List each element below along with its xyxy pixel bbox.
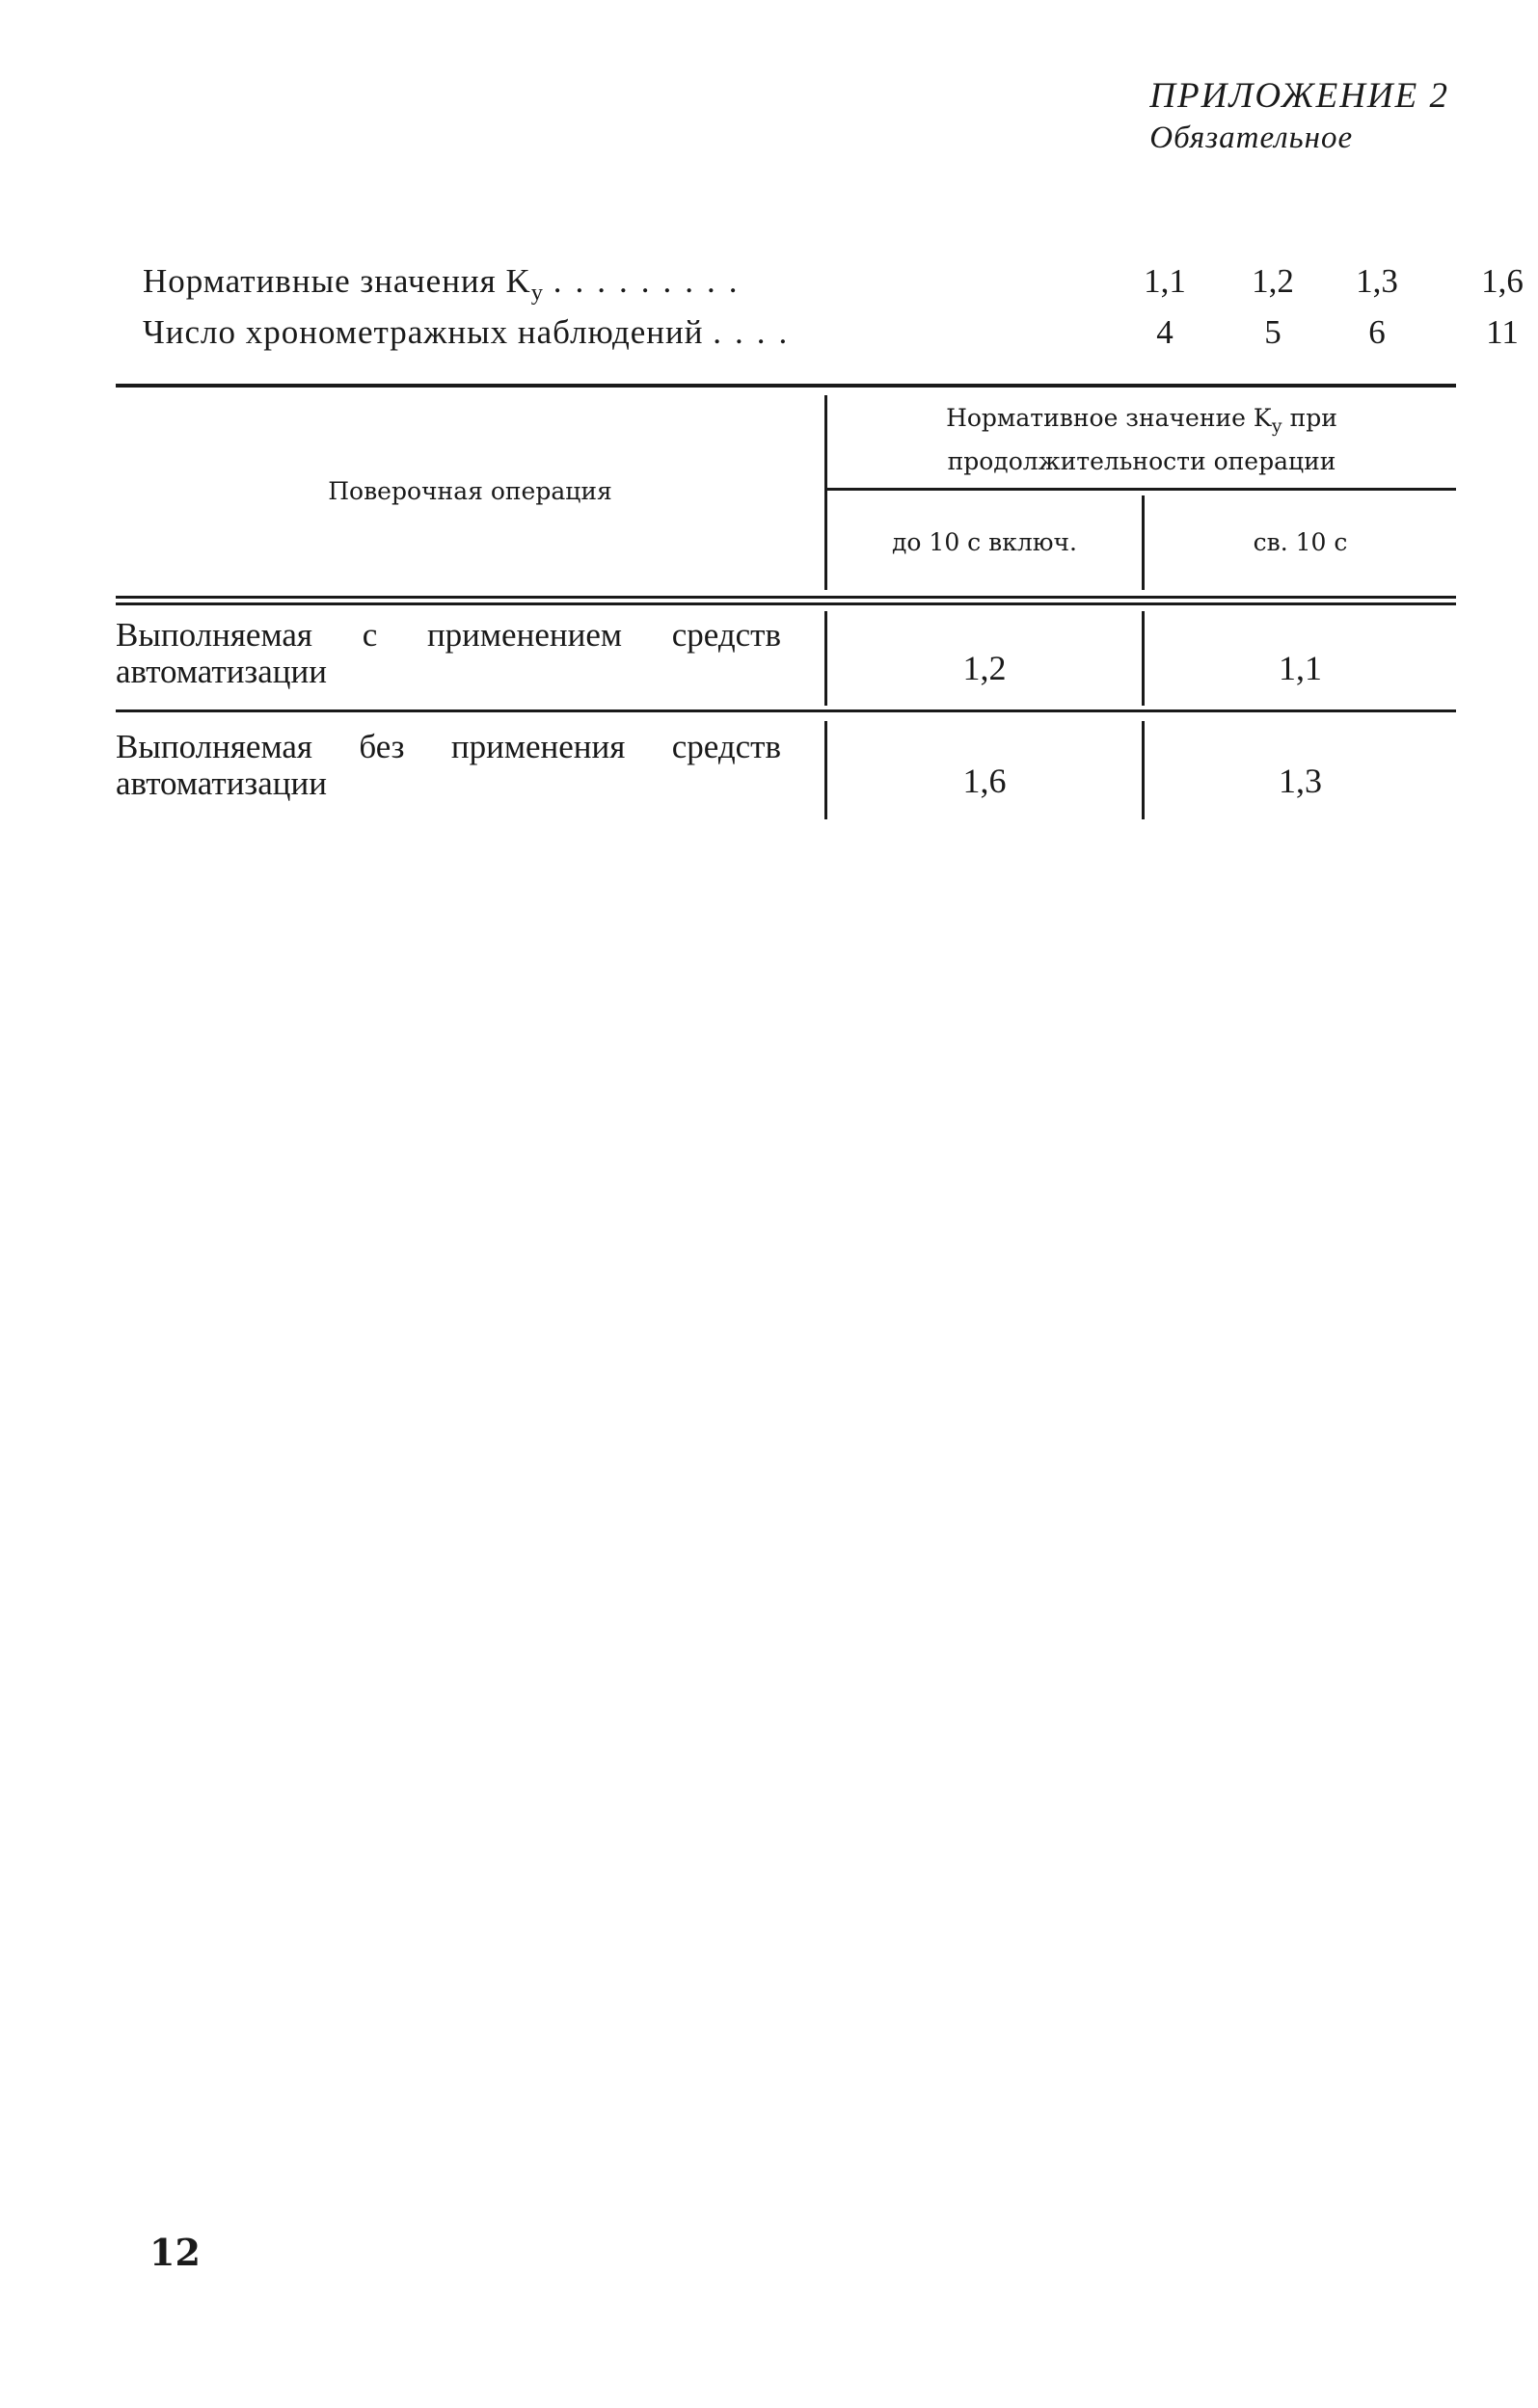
subheader-rule xyxy=(824,488,1456,491)
header-bottom-rule xyxy=(116,602,1456,605)
ky-value: 1,2 xyxy=(1252,262,1294,300)
observations-row xyxy=(143,313,1519,364)
header-operation: Поверочная операция xyxy=(328,477,612,505)
appendix-status: Обязательное xyxy=(1149,120,1354,155)
page-number: 12 xyxy=(149,2231,201,2274)
operation-name: Выполняемая с применением средств автоматизации xyxy=(116,616,781,690)
appendix-heading xyxy=(1149,75,1449,156)
normative-summary xyxy=(143,262,1524,364)
value-over-10s: 1,1 xyxy=(1279,649,1322,687)
ky-value: 1,3 xyxy=(1356,262,1398,300)
value-over-10s: 1,3 xyxy=(1279,762,1322,800)
ky-table xyxy=(116,384,1456,827)
header-bottom-rule xyxy=(116,596,1456,599)
observation-count: 11 xyxy=(1486,313,1519,351)
leader-dots: .... xyxy=(713,313,801,351)
ky-subscript: у xyxy=(1271,415,1282,437)
ky-values-row xyxy=(143,262,1524,313)
observations-label: Число хронометражных наблюдений .... xyxy=(143,313,801,351)
ky-subscript: у xyxy=(530,280,545,306)
value-up-to-10s: 1,6 xyxy=(962,762,1007,800)
leader-dots: ......... xyxy=(553,262,751,300)
header-up-to-10s: до 10 с включ. xyxy=(892,528,1077,556)
operation-name: Выполняемая без применения средств автоматизации xyxy=(116,728,781,802)
ky-label: Нормативные значения $K_у$ ......... xyxy=(143,262,751,306)
appendix-title: ПРИЛОЖЕНИЕ 2 xyxy=(1149,76,1449,116)
observation-count: 5 xyxy=(1264,313,1282,351)
ky-value: 1,1 xyxy=(1144,262,1186,300)
observation-count: 4 xyxy=(1156,313,1174,351)
header-over-10s: св. 10 с xyxy=(1253,528,1348,556)
ky-value: 1,6 xyxy=(1481,262,1524,300)
observation-count: 6 xyxy=(1368,313,1386,351)
header-normative-value: Нормативное значение $K_у$ при продолжительности операции xyxy=(946,403,1337,475)
row-separator xyxy=(116,709,1456,712)
value-up-to-10s: 1,2 xyxy=(962,649,1007,687)
